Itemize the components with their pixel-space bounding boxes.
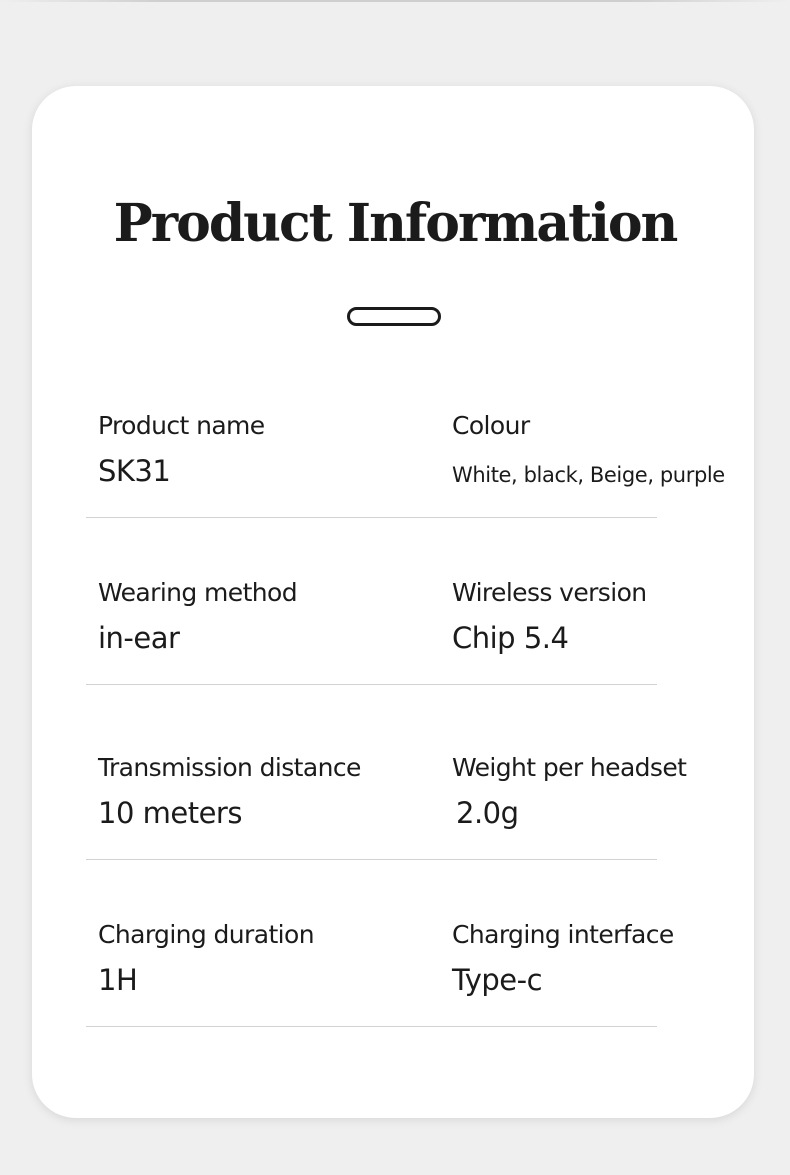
spec-row (86, 752, 687, 860)
spec-cell-transmission-distance (98, 752, 428, 831)
spec-value: White, black, Beige, purple (452, 463, 725, 487)
spec-row (86, 919, 674, 1027)
spec-row (86, 410, 725, 518)
spec-cell-wireless-version (452, 577, 722, 656)
spec-label: Wearing method (98, 578, 297, 607)
spec-value: in-ear (98, 621, 180, 655)
decorative-pill-divider (347, 307, 441, 326)
spec-cell-wearing-method (98, 577, 428, 656)
spec-label: Colour (452, 411, 530, 440)
spec-label: Charging interface (452, 920, 674, 949)
spec-label: Charging duration (98, 920, 314, 949)
spec-value: 1H (98, 963, 138, 997)
spec-value: Chip 5.4 (452, 621, 569, 655)
spec-label: Transmission distance (98, 753, 361, 782)
spec-value: 2.0g (456, 796, 519, 830)
spec-value: SK31 (98, 454, 171, 488)
spec-cell-charging-interface (452, 919, 722, 998)
spec-label: Wireless version (452, 578, 647, 607)
spec-cell-colour (452, 410, 725, 493)
page-title: Product Information (113, 193, 677, 254)
spec-cell-product-name (98, 410, 428, 489)
spec-value: 10 meters (98, 796, 242, 830)
spec-label: Product name (98, 411, 265, 440)
spec-value: Type-c (452, 963, 543, 997)
spec-row (86, 577, 657, 685)
spec-cell-weight (452, 752, 722, 831)
spec-label: Weight per headset (452, 753, 687, 782)
spec-cell-charging-duration (98, 919, 428, 998)
top-edge-line (0, 0, 790, 2)
